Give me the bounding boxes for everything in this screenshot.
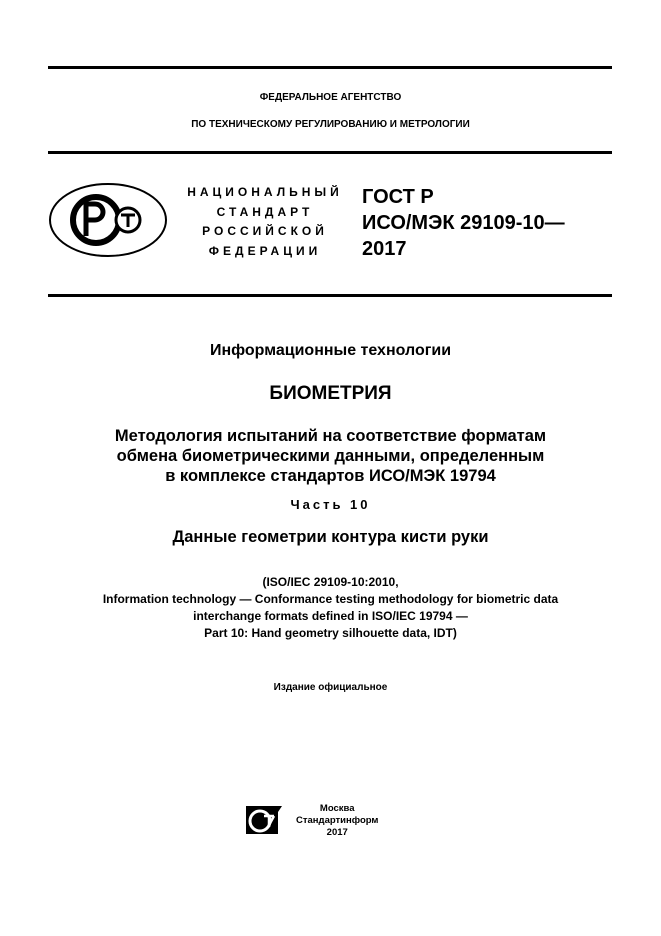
publisher [296,803,378,839]
rule-2 [48,151,612,154]
top-rule [48,66,612,69]
publisher-name: Стандартинформ [296,815,379,826]
designation-line: ИСО/МЭК 29109-10— [362,212,565,234]
main-title: БИОМЕТРИЯ [269,383,392,404]
subtitle-line: обмена биометрическими данными, определенным [116,447,545,465]
subtitle-line: Методология испытаний на соответствие форматам [114,427,547,445]
part-number: Часть 10 [290,497,371,512]
publisher-year: 2017 [326,827,348,838]
standard-type-line: РОССИЙСКОЙ [202,224,328,238]
gost-r-logo-icon [48,182,168,258]
rule-3 [48,294,612,297]
english-title [0,574,661,642]
english-line: (ISO/IEC 29109-10:2010, [262,575,399,589]
standard-type-line: СТАНДАРТ [216,204,314,219]
english-line: Part 10: Hand geometry silhouette data, IDT) [204,626,457,640]
standartinform-logo-icon [244,804,284,836]
publisher-city: Москва [319,803,355,814]
edition-label: Издание официальное [273,682,388,693]
standard-type-line: ФЕДЕРАЦИИ [208,243,322,258]
designation-line: 2017 [362,238,407,260]
standard-type-line: НАЦИОНАЛЬНЫЙ [187,185,343,199]
part-title: Данные геометрии контура кисти руки [172,528,489,546]
subtitle-line: в комплексе стандартов ИСО/МЭК 19794 [165,467,496,485]
agency-line-1: ФЕДЕРАЛЬНОЕ АГЕНТСТВО [259,92,402,103]
standard-type [170,183,360,261]
topic-title: Информационные технологии [209,342,452,359]
subtitle [0,426,661,486]
designation [362,184,565,262]
english-line: Information technology — Conformance testing methodology for biometric data [102,592,559,606]
agency-line-2: ПО ТЕХНИЧЕСКОМУ РЕГУЛИРОВАНИЮ И МЕТРОЛОГИИ [191,119,470,130]
designation-line: ГОСТ Р [362,186,434,208]
english-line: interchange formats defined in ISO/IEC 19794 — [193,609,468,623]
